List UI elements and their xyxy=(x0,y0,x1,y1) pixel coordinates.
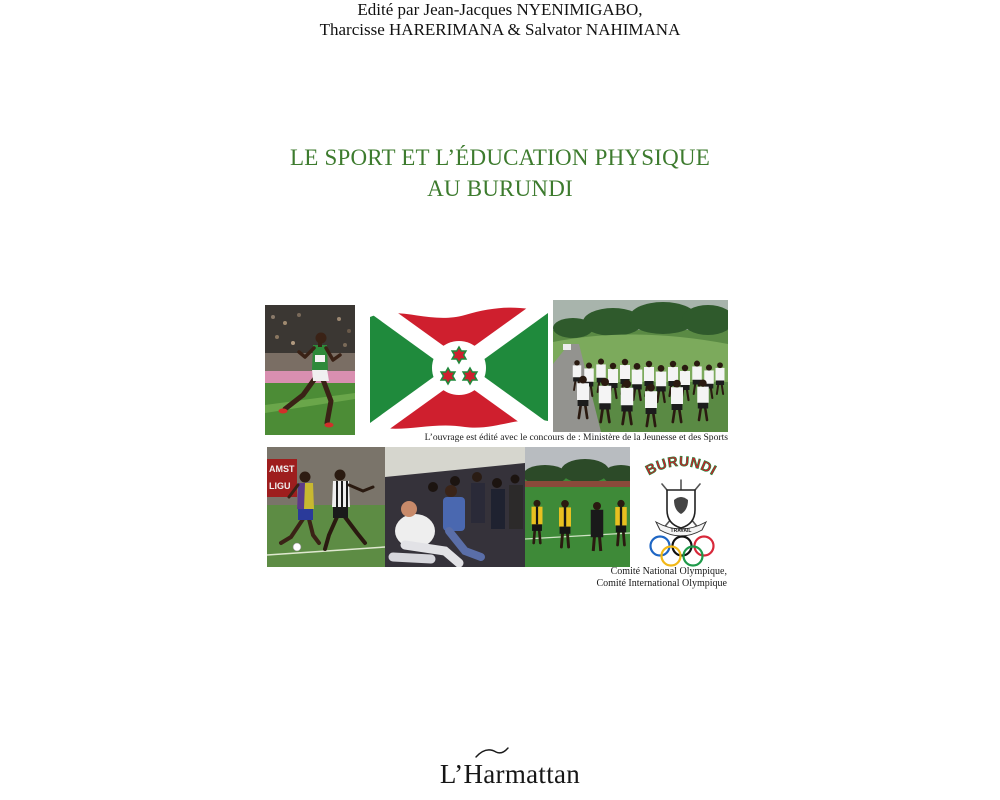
banner-text: AMST xyxy=(269,464,295,474)
authors-line-2: Tharcisse HARERIMANA & Salvator NAHIMANA xyxy=(319,20,681,39)
spectators-photo xyxy=(385,447,525,567)
olympic-credit-line-1: Comité National Olympique, xyxy=(610,566,727,577)
book-title xyxy=(0,142,1000,204)
vehicle xyxy=(563,344,571,350)
marathon-photo xyxy=(553,300,728,432)
football-match-photo xyxy=(525,447,630,567)
authors-block xyxy=(0,0,1000,40)
runner-photo xyxy=(265,305,355,435)
banner-text: LIGU xyxy=(269,481,291,491)
book-title-line-1: LE SPORT ET L’ÉDUCATION PHYSIQUE xyxy=(290,145,710,170)
perimeter-boards xyxy=(525,481,630,487)
authors-line-1: Edité par Jean-Jacques NYENIMIGABO, xyxy=(357,0,643,19)
olympic-credit xyxy=(596,566,727,590)
logo-motto: TRAVAIL xyxy=(670,528,692,534)
ministry-credit: L’ouvrage est édité avec le concours de : Ministère de la Jeunesse et des Sports xyxy=(424,432,728,443)
burundi-flag-image xyxy=(370,303,548,433)
publisher-logo: L’Harmattan xyxy=(439,759,581,789)
burundi-olympic-logo xyxy=(636,450,726,568)
football xyxy=(293,543,301,551)
olympic-credit-line-2: Comité International Olympique xyxy=(596,578,727,589)
stadium-stands xyxy=(265,305,355,353)
stadium-wall xyxy=(265,353,355,373)
soccer-photo xyxy=(267,447,385,567)
book-title-line-2: AU BURUNDI xyxy=(427,176,573,201)
logo-country-label: BURUNDI xyxy=(642,452,720,479)
